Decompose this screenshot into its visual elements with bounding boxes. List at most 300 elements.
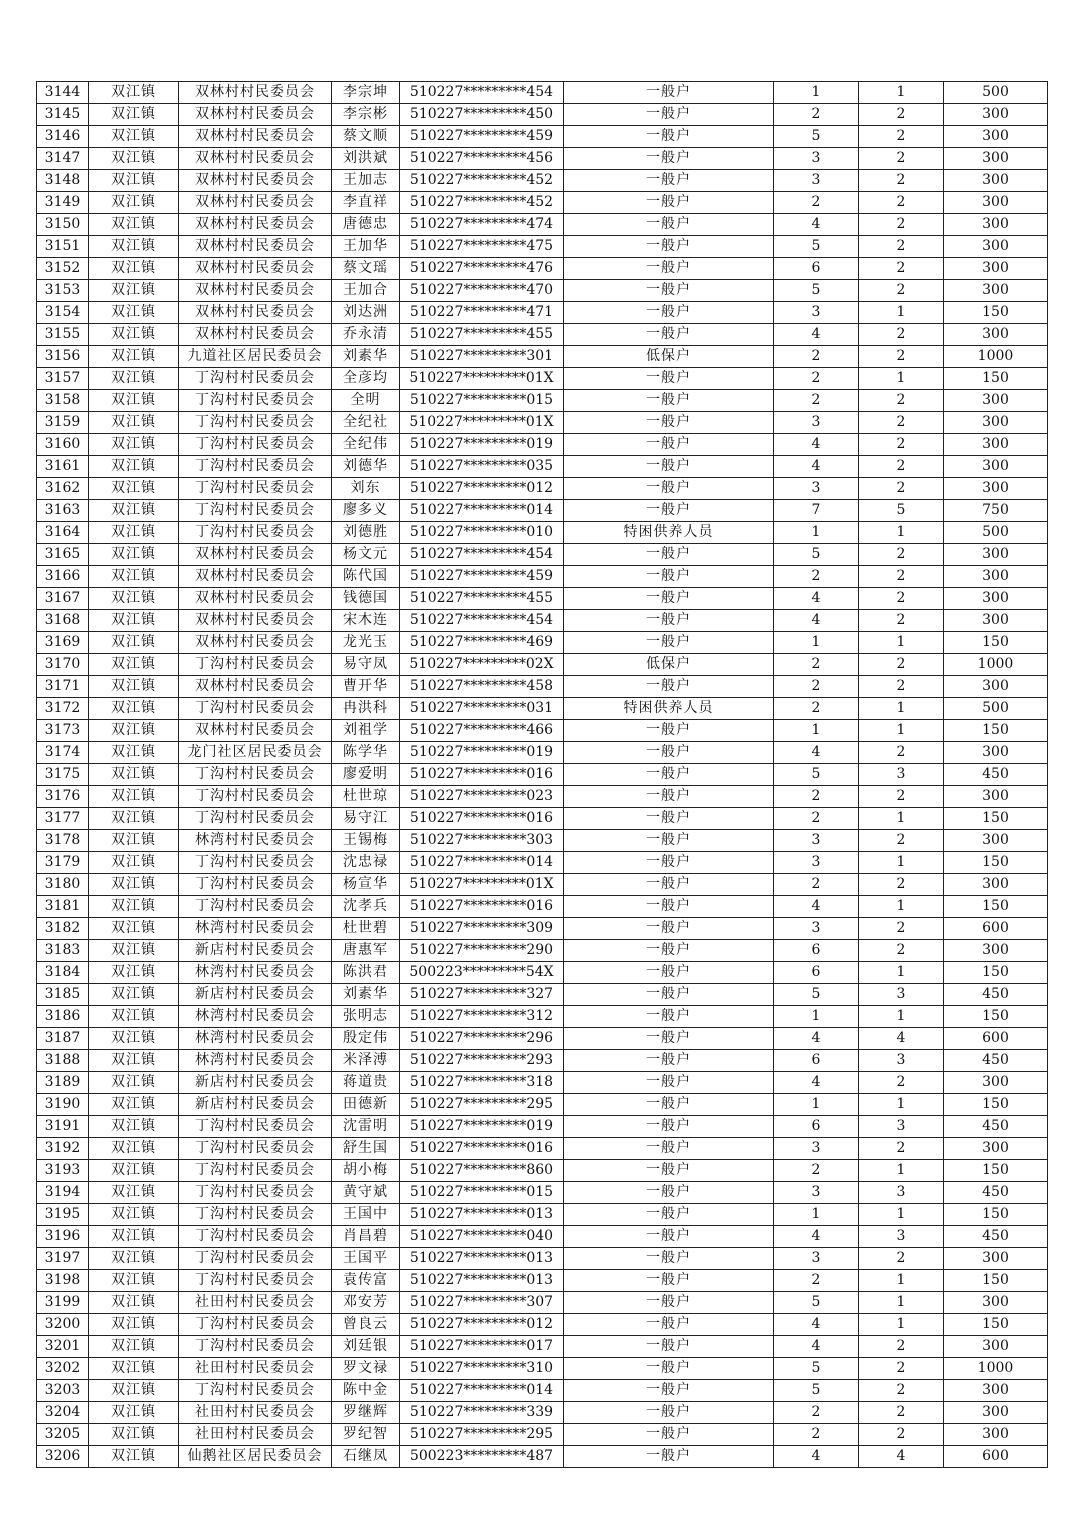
- row-number: 3174: [37, 742, 89, 764]
- town-cell: 双江镇: [89, 1116, 179, 1138]
- household-size-cell: 5: [774, 280, 859, 302]
- count-cell: 2: [859, 412, 944, 434]
- id-number-cell: 510227*********471: [400, 302, 564, 324]
- id-number-cell: 510227*********474: [400, 214, 564, 236]
- table-row: [37, 610, 1048, 632]
- village-cell: 林湾村村民委员会: [179, 962, 332, 984]
- name-cell: 全明: [332, 390, 400, 412]
- name-cell: 肖昌碧: [332, 1226, 400, 1248]
- id-number-cell: 510227*********860: [400, 1160, 564, 1182]
- id-number-cell: 510227*********019: [400, 1116, 564, 1138]
- name-cell: 沈忠禄: [332, 852, 400, 874]
- table-row: [37, 346, 1048, 368]
- name-cell: 宋木连: [332, 610, 400, 632]
- household-size-cell: 6: [774, 1050, 859, 1072]
- village-cell: 丁沟村村民委员会: [179, 390, 332, 412]
- household-type-cell: 特困供养人员: [564, 698, 774, 720]
- name-cell: 张明志: [332, 1006, 400, 1028]
- row-number: 3154: [37, 302, 89, 324]
- name-cell: 李宗坤: [332, 82, 400, 104]
- id-number-cell: 510227*********475: [400, 236, 564, 258]
- household-type-cell: 一般户: [564, 1094, 774, 1116]
- count-cell: 2: [859, 742, 944, 764]
- name-cell: 舒生国: [332, 1138, 400, 1160]
- village-cell: 丁沟村村民委员会: [179, 434, 332, 456]
- household-type-cell: 一般户: [564, 1336, 774, 1358]
- row-number: 3148: [37, 170, 89, 192]
- town-cell: 双江镇: [89, 742, 179, 764]
- row-number: 3161: [37, 456, 89, 478]
- count-cell: 2: [859, 434, 944, 456]
- amount-cell: 450: [944, 984, 1048, 1006]
- row-number: 3201: [37, 1336, 89, 1358]
- village-cell: 丁沟村村民委员会: [179, 1226, 332, 1248]
- count-cell: 1: [859, 632, 944, 654]
- household-size-cell: 6: [774, 940, 859, 962]
- table-row: [37, 368, 1048, 390]
- row-number: 3198: [37, 1270, 89, 1292]
- id-number-cell: 510227*********454: [400, 82, 564, 104]
- row-number: 3191: [37, 1116, 89, 1138]
- id-number-cell: 510227*********295: [400, 1094, 564, 1116]
- id-number-cell: 510227*********318: [400, 1072, 564, 1094]
- name-cell: 刘素华: [332, 984, 400, 1006]
- name-cell: 蒋道贵: [332, 1072, 400, 1094]
- household-size-cell: 6: [774, 1116, 859, 1138]
- village-cell: 新店村村民委员会: [179, 984, 332, 1006]
- amount-cell: 150: [944, 896, 1048, 918]
- household-size-cell: 5: [774, 1380, 859, 1402]
- row-number: 3179: [37, 852, 89, 874]
- table-row: [37, 566, 1048, 588]
- row-number: 3155: [37, 324, 89, 346]
- village-cell: 九道社区居民委员会: [179, 346, 332, 368]
- name-cell: 曾良云: [332, 1314, 400, 1336]
- town-cell: 双江镇: [89, 830, 179, 852]
- town-cell: 双江镇: [89, 192, 179, 214]
- village-cell: 林湾村村民委员会: [179, 918, 332, 940]
- name-cell: 王锡梅: [332, 830, 400, 852]
- household-type-cell: 一般户: [564, 214, 774, 236]
- name-cell: 罗继辉: [332, 1402, 400, 1424]
- town-cell: 双江镇: [89, 1248, 179, 1270]
- amount-cell: 300: [944, 280, 1048, 302]
- id-number-cell: 510227*********023: [400, 786, 564, 808]
- household-size-cell: 4: [774, 1446, 859, 1468]
- name-cell: 钱德国: [332, 588, 400, 610]
- row-number: 3157: [37, 368, 89, 390]
- count-cell: 3: [859, 764, 944, 786]
- row-number: 3149: [37, 192, 89, 214]
- name-cell: 唐德忠: [332, 214, 400, 236]
- row-number: 3178: [37, 830, 89, 852]
- village-cell: 丁沟村村民委员会: [179, 1336, 332, 1358]
- town-cell: 双江镇: [89, 324, 179, 346]
- household-size-cell: 2: [774, 390, 859, 412]
- town-cell: 双江镇: [89, 852, 179, 874]
- household-type-cell: 一般户: [564, 126, 774, 148]
- village-cell: 双林村村民委员会: [179, 214, 332, 236]
- table-row: [37, 940, 1048, 962]
- household-type-cell: 一般户: [564, 1380, 774, 1402]
- household-size-cell: 3: [774, 478, 859, 500]
- name-cell: 全纪社: [332, 412, 400, 434]
- row-number: 3177: [37, 808, 89, 830]
- id-number-cell: 510227*********458: [400, 676, 564, 698]
- household-type-cell: 一般户: [564, 1006, 774, 1028]
- count-cell: 4: [859, 1446, 944, 1468]
- table-row: [37, 1072, 1048, 1094]
- row-number: 3194: [37, 1182, 89, 1204]
- household-type-cell: 一般户: [564, 192, 774, 214]
- village-cell: 丁沟村村民委员会: [179, 1270, 332, 1292]
- table-row: [37, 1182, 1048, 1204]
- id-number-cell: 510227*********035: [400, 456, 564, 478]
- id-number-cell: 510227*********019: [400, 742, 564, 764]
- village-cell: 丁沟村村民委员会: [179, 786, 332, 808]
- household-size-cell: 3: [774, 302, 859, 324]
- row-number: 3144: [37, 82, 89, 104]
- amount-cell: 500: [944, 698, 1048, 720]
- household-size-cell: 5: [774, 1292, 859, 1314]
- amount-cell: 150: [944, 1204, 1048, 1226]
- village-cell: 社田村村民委员会: [179, 1424, 332, 1446]
- town-cell: 双江镇: [89, 236, 179, 258]
- village-cell: 新店村村民委员会: [179, 940, 332, 962]
- table-row: [37, 852, 1048, 874]
- name-cell: 田德新: [332, 1094, 400, 1116]
- name-cell: 刘德胜: [332, 522, 400, 544]
- household-size-cell: 1: [774, 1094, 859, 1116]
- table-row: [37, 258, 1048, 280]
- table-row: [37, 522, 1048, 544]
- row-number: 3146: [37, 126, 89, 148]
- household-type-cell: 一般户: [564, 544, 774, 566]
- row-number: 3192: [37, 1138, 89, 1160]
- household-type-cell: 一般户: [564, 874, 774, 896]
- household-size-cell: 2: [774, 1424, 859, 1446]
- id-number-cell: 510227*********016: [400, 764, 564, 786]
- id-number-cell: 510227*********469: [400, 632, 564, 654]
- household-type-cell: 一般户: [564, 170, 774, 192]
- household-type-cell: 一般户: [564, 720, 774, 742]
- town-cell: 双江镇: [89, 786, 179, 808]
- household-size-cell: 3: [774, 1182, 859, 1204]
- id-number-cell: 510227*********013: [400, 1270, 564, 1292]
- id-number-cell: 510227*********459: [400, 566, 564, 588]
- amount-cell: 300: [944, 830, 1048, 852]
- village-cell: 丁沟村村民委员会: [179, 896, 332, 918]
- count-cell: 1: [859, 720, 944, 742]
- table-row: [37, 764, 1048, 786]
- table-row: [37, 808, 1048, 830]
- village-cell: 社田村村民委员会: [179, 1402, 332, 1424]
- amount-cell: 300: [944, 1138, 1048, 1160]
- household-type-cell: 一般户: [564, 258, 774, 280]
- count-cell: 2: [859, 566, 944, 588]
- table-row: [37, 434, 1048, 456]
- town-cell: 双江镇: [89, 280, 179, 302]
- id-number-cell: 510227*********014: [400, 1380, 564, 1402]
- household-type-cell: 一般户: [564, 808, 774, 830]
- household-type-cell: 一般户: [564, 1270, 774, 1292]
- table-row: [37, 478, 1048, 500]
- id-number-cell: 510227*********013: [400, 1204, 564, 1226]
- table-row: [37, 104, 1048, 126]
- count-cell: 2: [859, 1072, 944, 1094]
- household-size-cell: 4: [774, 324, 859, 346]
- count-cell: 2: [859, 258, 944, 280]
- id-number-cell: 510227*********016: [400, 896, 564, 918]
- count-cell: 1: [859, 896, 944, 918]
- village-cell: 丁沟村村民委员会: [179, 1204, 332, 1226]
- household-type-cell: 特困供养人员: [564, 522, 774, 544]
- amount-cell: 300: [944, 412, 1048, 434]
- count-cell: 2: [859, 654, 944, 676]
- household-size-cell: 2: [774, 786, 859, 808]
- id-number-cell: 510227*********452: [400, 170, 564, 192]
- town-cell: 双江镇: [89, 874, 179, 896]
- table-row: [37, 544, 1048, 566]
- town-cell: 双江镇: [89, 1050, 179, 1072]
- id-number-cell: 510227*********455: [400, 588, 564, 610]
- village-cell: 丁沟村村民委员会: [179, 654, 332, 676]
- household-type-cell: 一般户: [564, 1050, 774, 1072]
- count-cell: 2: [859, 1402, 944, 1424]
- household-size-cell: 2: [774, 874, 859, 896]
- id-number-cell: 510227*********470: [400, 280, 564, 302]
- row-number: 3196: [37, 1226, 89, 1248]
- household-type-cell: 一般户: [564, 1204, 774, 1226]
- village-cell: 双林村村民委员会: [179, 170, 332, 192]
- row-number: 3168: [37, 610, 89, 632]
- table-row: [37, 1204, 1048, 1226]
- village-cell: 丁沟村村民委员会: [179, 808, 332, 830]
- count-cell: 2: [859, 544, 944, 566]
- table-row: [37, 170, 1048, 192]
- household-type-cell: 一般户: [564, 1116, 774, 1138]
- name-cell: 蔡文瑶: [332, 258, 400, 280]
- table-row: [37, 236, 1048, 258]
- household-size-cell: 1: [774, 632, 859, 654]
- household-type-cell: 一般户: [564, 1402, 774, 1424]
- household-size-cell: 6: [774, 962, 859, 984]
- village-cell: 丁沟村村民委员会: [179, 1380, 332, 1402]
- row-number: 3164: [37, 522, 89, 544]
- table-row: [37, 82, 1048, 104]
- household-size-cell: 4: [774, 1226, 859, 1248]
- amount-cell: 300: [944, 170, 1048, 192]
- amount-cell: 1000: [944, 346, 1048, 368]
- count-cell: 4: [859, 1028, 944, 1050]
- id-number-cell: 510227*********339: [400, 1402, 564, 1424]
- id-number-cell: 510227*********040: [400, 1226, 564, 1248]
- id-number-cell: 510227*********014: [400, 500, 564, 522]
- amount-cell: 1000: [944, 654, 1048, 676]
- household-size-cell: 2: [774, 1160, 859, 1182]
- id-number-cell: 510227*********296: [400, 1028, 564, 1050]
- town-cell: 双江镇: [89, 654, 179, 676]
- household-table: [36, 81, 1048, 1468]
- household-size-cell: 3: [774, 852, 859, 874]
- household-type-cell: 一般户: [564, 1226, 774, 1248]
- household-type-cell: 一般户: [564, 1182, 774, 1204]
- name-cell: 李宗彬: [332, 104, 400, 126]
- count-cell: 2: [859, 1138, 944, 1160]
- count-cell: 1: [859, 1160, 944, 1182]
- row-number: 3188: [37, 1050, 89, 1072]
- amount-cell: 300: [944, 940, 1048, 962]
- row-number: 3152: [37, 258, 89, 280]
- household-size-cell: 4: [774, 610, 859, 632]
- name-cell: 胡小梅: [332, 1160, 400, 1182]
- row-number: 3167: [37, 588, 89, 610]
- town-cell: 双江镇: [89, 610, 179, 632]
- village-cell: 丁沟村村民委员会: [179, 1160, 332, 1182]
- village-cell: 丁沟村村民委员会: [179, 764, 332, 786]
- table-row: [37, 962, 1048, 984]
- id-number-cell: 510227*********312: [400, 1006, 564, 1028]
- table-row: [37, 1424, 1048, 1446]
- count-cell: 2: [859, 390, 944, 412]
- village-cell: 双林村村民委员会: [179, 302, 332, 324]
- row-number: 3184: [37, 962, 89, 984]
- id-number-cell: 510227*********466: [400, 720, 564, 742]
- amount-cell: 300: [944, 742, 1048, 764]
- name-cell: 陈学华: [332, 742, 400, 764]
- amount-cell: 600: [944, 918, 1048, 940]
- row-number: 3163: [37, 500, 89, 522]
- amount-cell: 300: [944, 126, 1048, 148]
- row-number: 3162: [37, 478, 89, 500]
- row-number: 3183: [37, 940, 89, 962]
- count-cell: 2: [859, 610, 944, 632]
- table-row: [37, 1270, 1048, 1292]
- count-cell: 2: [859, 192, 944, 214]
- name-cell: 罗纪智: [332, 1424, 400, 1446]
- count-cell: 1: [859, 1204, 944, 1226]
- amount-cell: 300: [944, 566, 1048, 588]
- town-cell: 双江镇: [89, 632, 179, 654]
- name-cell: 刘达洲: [332, 302, 400, 324]
- row-number: 3200: [37, 1314, 89, 1336]
- amount-cell: 150: [944, 962, 1048, 984]
- household-type-cell: 一般户: [564, 104, 774, 126]
- row-number: 3202: [37, 1358, 89, 1380]
- town-cell: 双江镇: [89, 368, 179, 390]
- count-cell: 2: [859, 1248, 944, 1270]
- village-cell: 双林村村民委员会: [179, 126, 332, 148]
- household-type-cell: 一般户: [564, 940, 774, 962]
- household-type-cell: 一般户: [564, 500, 774, 522]
- name-cell: 全纪伟: [332, 434, 400, 456]
- town-cell: 双江镇: [89, 808, 179, 830]
- town-cell: 双江镇: [89, 1292, 179, 1314]
- town-cell: 双江镇: [89, 984, 179, 1006]
- town-cell: 双江镇: [89, 346, 179, 368]
- count-cell: 2: [859, 1424, 944, 1446]
- table-row: [37, 632, 1048, 654]
- name-cell: 黄守斌: [332, 1182, 400, 1204]
- household-type-cell: 一般户: [564, 368, 774, 390]
- household-type-cell: 一般户: [564, 588, 774, 610]
- id-number-cell: 510227*********015: [400, 1182, 564, 1204]
- town-cell: 双江镇: [89, 698, 179, 720]
- table-row: [37, 1050, 1048, 1072]
- town-cell: 双江镇: [89, 1336, 179, 1358]
- village-cell: 双林村村民委员会: [179, 566, 332, 588]
- count-cell: 2: [859, 676, 944, 698]
- id-number-cell: 510227*********013: [400, 1248, 564, 1270]
- household-size-cell: 3: [774, 170, 859, 192]
- town-cell: 双江镇: [89, 390, 179, 412]
- name-cell: 刘德华: [332, 456, 400, 478]
- village-cell: 双林村村民委员会: [179, 632, 332, 654]
- village-cell: 丁沟村村民委员会: [179, 478, 332, 500]
- town-cell: 双江镇: [89, 1402, 179, 1424]
- row-number: 3153: [37, 280, 89, 302]
- count-cell: 3: [859, 1116, 944, 1138]
- amount-cell: 450: [944, 1182, 1048, 1204]
- row-number: 3159: [37, 412, 89, 434]
- row-number: 3195: [37, 1204, 89, 1226]
- town-cell: 双江镇: [89, 676, 179, 698]
- table-row: [37, 280, 1048, 302]
- village-cell: 丁沟村村民委员会: [179, 1138, 332, 1160]
- household-size-cell: 1: [774, 522, 859, 544]
- town-cell: 双江镇: [89, 1072, 179, 1094]
- amount-cell: 300: [944, 1336, 1048, 1358]
- row-number: 3147: [37, 148, 89, 170]
- household-type-cell: 一般户: [564, 984, 774, 1006]
- row-number: 3176: [37, 786, 89, 808]
- name-cell: 陈洪君: [332, 962, 400, 984]
- household-type-cell: 一般户: [564, 1446, 774, 1468]
- village-cell: 丁沟村村民委员会: [179, 1314, 332, 1336]
- town-cell: 双江镇: [89, 764, 179, 786]
- table-row: [37, 1028, 1048, 1050]
- id-number-cell: 510227*********290: [400, 940, 564, 962]
- household-type-cell: 一般户: [564, 236, 774, 258]
- id-number-cell: 510227*********010: [400, 522, 564, 544]
- town-cell: 双江镇: [89, 126, 179, 148]
- table-row: [37, 1226, 1048, 1248]
- name-cell: 冉洪科: [332, 698, 400, 720]
- town-cell: 双江镇: [89, 1204, 179, 1226]
- amount-cell: 300: [944, 192, 1048, 214]
- village-cell: 双林村村民委员会: [179, 236, 332, 258]
- table-row: [37, 1138, 1048, 1160]
- id-number-cell: 510227*********310: [400, 1358, 564, 1380]
- count-cell: 5: [859, 500, 944, 522]
- household-type-cell: 一般户: [564, 896, 774, 918]
- household-size-cell: 2: [774, 1270, 859, 1292]
- count-cell: 2: [859, 874, 944, 896]
- table-row: [37, 874, 1048, 896]
- id-number-cell: 500223*********54X: [400, 962, 564, 984]
- amount-cell: 150: [944, 1270, 1048, 1292]
- household-type-cell: 一般户: [564, 280, 774, 302]
- town-cell: 双江镇: [89, 588, 179, 610]
- amount-cell: 600: [944, 1446, 1048, 1468]
- household-type-cell: 一般户: [564, 852, 774, 874]
- table-row: [37, 1292, 1048, 1314]
- count-cell: 3: [859, 1050, 944, 1072]
- town-cell: 双江镇: [89, 1314, 179, 1336]
- table-row: [37, 126, 1048, 148]
- household-size-cell: 1: [774, 82, 859, 104]
- village-cell: 新店村村民委员会: [179, 1094, 332, 1116]
